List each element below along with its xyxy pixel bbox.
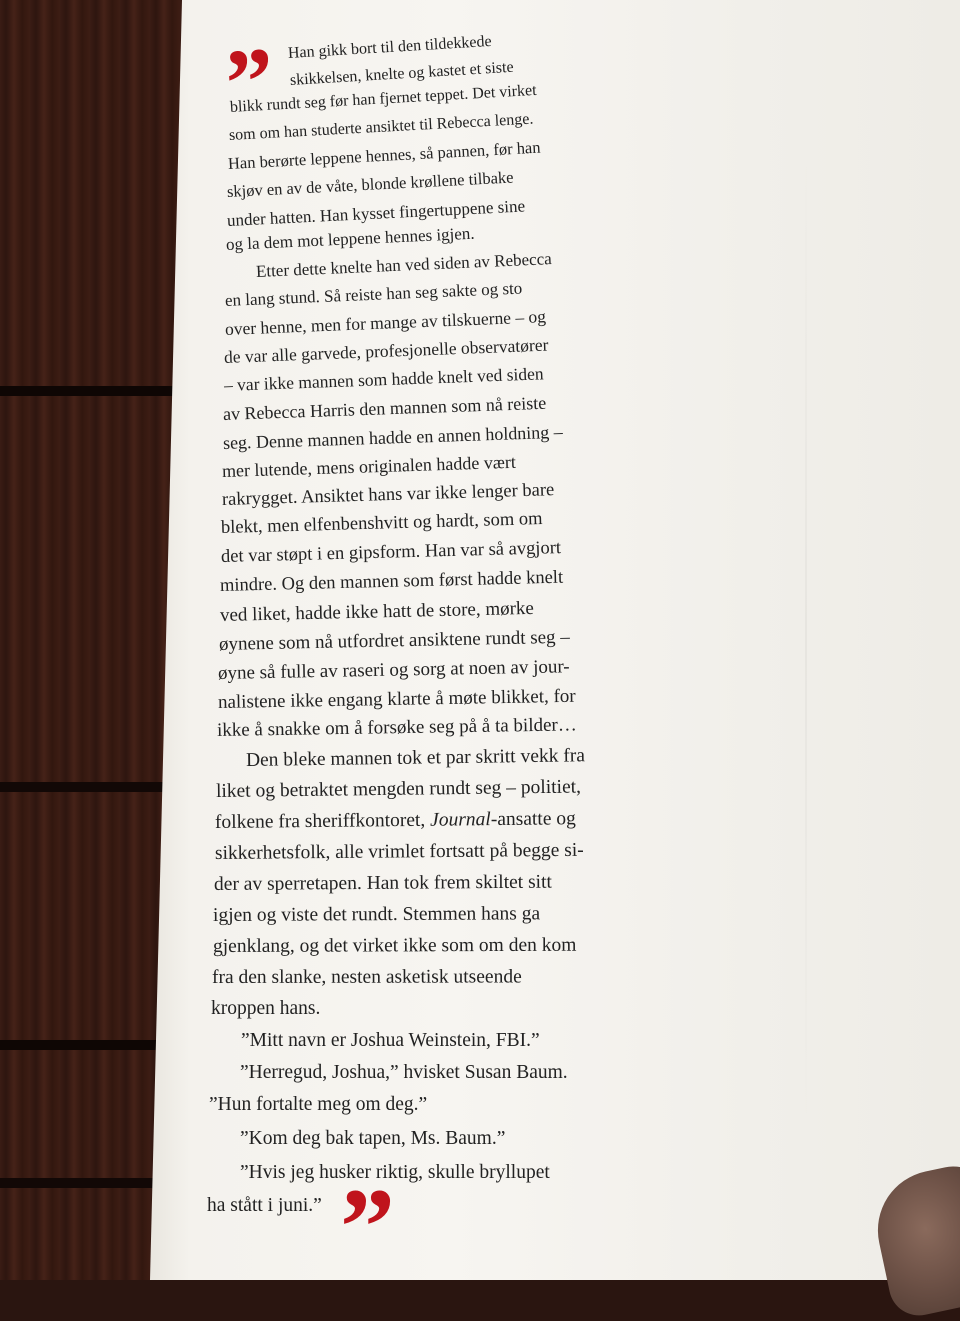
- text-line: seg. Denne mannen hadde en annen holdning –: [222, 421, 564, 453]
- text-line: blikk rundt seg før han fjernet teppet. Det virket: [229, 81, 537, 116]
- text-line: under hatten. Han kysset fingertuppene sine: [226, 196, 526, 230]
- text-line: som om han studerte ansiktet til Rebecca lenge.: [228, 110, 534, 144]
- text-line: ”Mitt navn er Joshua Weinstein, FBI.”: [241, 1030, 540, 1051]
- text-line: det var støpt i en gipsform. Han var så avgjort: [220, 538, 562, 567]
- text-line: ved liket, hadde ikke hatt de store, mørke: [219, 597, 535, 626]
- text-line: nalistene ikke engang klarte å møte blikket, for: [217, 685, 576, 713]
- text-line: der av sperretapen. Han tok frem skiltet sitt: [213, 871, 552, 895]
- text-line: Han berørte leppene hennes, så pannen, før han: [227, 137, 541, 173]
- text-line: ”Kom deg bak tapen, Ms. Baum.”: [240, 1128, 506, 1149]
- text-line: – var ikke mannen som hadde knelt ved siden: [223, 363, 544, 395]
- text-line: mer lutende, mens originalen hadde vært: [221, 451, 517, 481]
- text-line: over henne, men for mange av tilskuerne – og: [224, 306, 547, 339]
- text-line: ”Herregud, Joshua,” hvisket Susan Baum.: [240, 1062, 568, 1083]
- text-line: mindre. Og den mannen som først hadde knelt: [219, 567, 564, 596]
- text-line: øyne så fulle av raseri og sorg at noen av jour-: [217, 656, 570, 684]
- text-line: ha stått i juni.”: [207, 1195, 322, 1216]
- closing-quote-mark: ”: [340, 1166, 395, 1288]
- text-line: rakrygget. Ansiktet hans var ikke lenger bare: [221, 480, 555, 510]
- text-line: skikkelsen, knelte og kastet et siste: [289, 58, 515, 89]
- text-line: de var alle garvede, profesjonelle observatører: [223, 334, 549, 367]
- text-line: ”Hun fortalte meg om deg.”: [209, 1094, 428, 1115]
- text-line: fra den slanke, nesten asketisk utseende: [211, 966, 522, 988]
- text-line: kroppen hans.: [211, 998, 321, 1019]
- text-line: gjenklang, og det virket ikke som om den kom: [212, 934, 577, 957]
- text-line: folkene fra sheriffkontoret, Journal-ansatte og: [214, 808, 576, 833]
- text-line: Etter dette knelte han ved siden av Rebecca: [255, 249, 553, 281]
- text-line: blekt, men elfenbenshvitt og hardt, som om: [220, 509, 543, 538]
- text-line: av Rebecca Harris den mannen som nå reiste: [222, 392, 547, 424]
- text-line: og la dem mot leppene hennes igjen.: [225, 223, 475, 254]
- text-line: liket og betraktet mengden rundt seg – politiet,: [215, 776, 582, 802]
- text-line: ”Hvis jeg husker riktig, skulle bryllupet: [240, 1162, 550, 1183]
- text-line: en lang stund. Så reiste han seg sakte og sto: [224, 278, 523, 310]
- text-line: ikke å snakke om å forsøke seg på å ta bilder…: [216, 714, 577, 741]
- text-line: Han gikk bort til den tildekkede: [287, 32, 493, 62]
- text-line: Den bleke mannen tok et par skritt vekk fra: [245, 745, 586, 771]
- text-line: igjen og viste det rundt. Stemmen hans ga: [212, 903, 541, 926]
- opening-quote-mark: ”: [222, 26, 278, 137]
- text-line: skjøv en av de våte, blonde krøllene tilbake: [226, 167, 514, 201]
- text-line: øynene som nå utfordret ansiktene rundt seg –: [218, 626, 571, 655]
- text-line: sikkerhetsfolk, alle vrimlet fortsatt på begge si-: [214, 839, 584, 864]
